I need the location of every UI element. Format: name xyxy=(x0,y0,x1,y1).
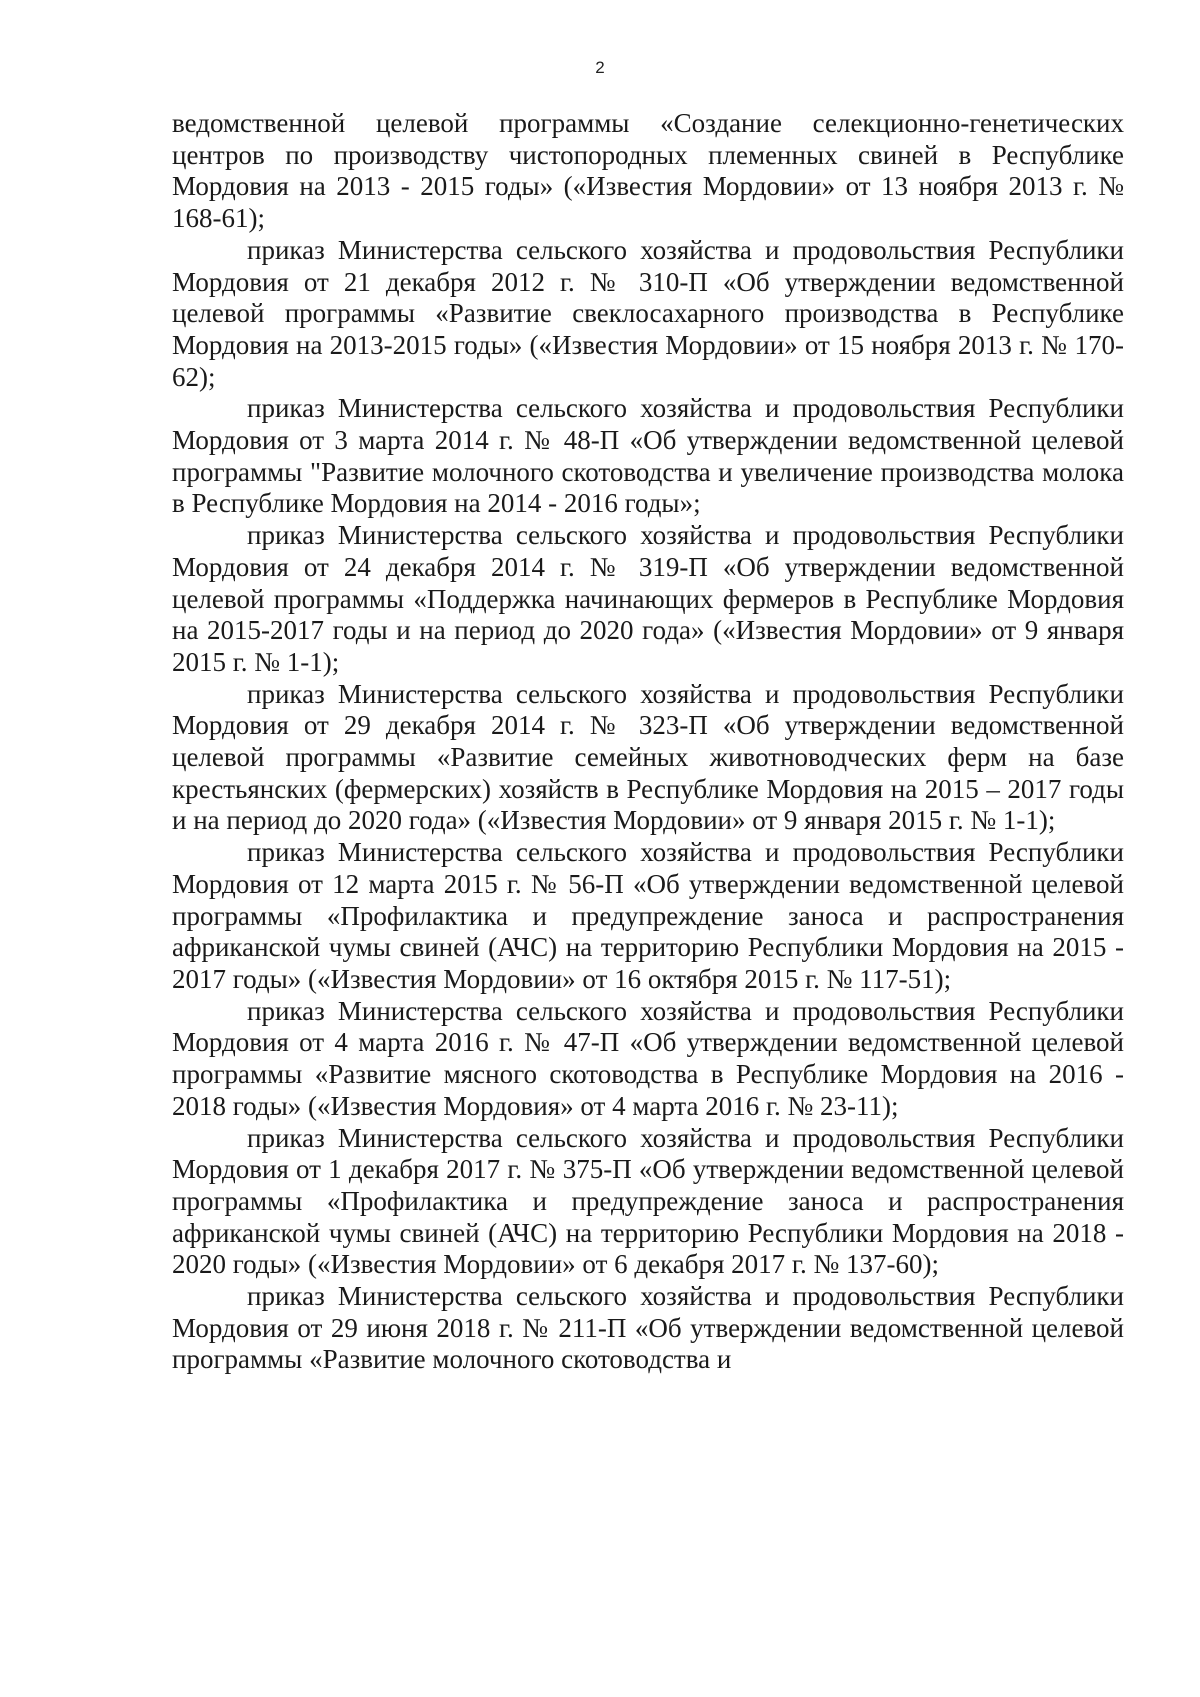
paragraph-order-375: приказ Министерства сельского хозяйства и продовольствия Республики Мордовия от 1 декабря 2017 г. № 375-П «Об утверждении ведомственной целевой программы «Профилактика и предупреждение заноса и распространения африканской чумы свиней (АЧС) на территорию Республики Мордовия на 2018 - 2020 годы» («Известия Мордовии» от 6 декабря 2017 г. № 137-60); xyxy=(172,1122,1124,1280)
paragraph-order-310: приказ Министерства сельского хозяйства и продовольствия Республики Мордовия от 21 декабря 2012 г. № 310-П «Об утверждении ведомственной целевой программы «Развитие свеклосахарного производства в Республике Мордовия на 2013-2015 годы» («Известия Мордовии» от 15 ноября 2013 г. № 170-62); xyxy=(172,234,1124,392)
page-number: 2 xyxy=(595,58,605,77)
paragraph-continuation: ведомственной целевой программы «Создание селекционно-генетических центров по производству чистопородных племенных свиней в Республике Мордовия на 2013 - 2015 годы» («Известия Мордовии» от 13 ноября 2013 г. № 168-61); xyxy=(172,108,1124,234)
paragraph-order-323: приказ Министерства сельского хозяйства и продовольствия Республики Мордовия от 29 декабря 2014 г. № 323-П «Об утверждении ведомственной целевой программы «Развитие семейных животноводческих ферм на базе крестьянских (фермерских) хозяйств в Республике Мордовия на 2015 – 2017 годы и на период до 2020 года» («Известия Мордовии» от 9 января 2015 г. № 1-1); xyxy=(172,678,1124,836)
paragraph-order-48: приказ Министерства сельского хозяйства и продовольствия Республики Мордовия от 3 марта 2014 г. № 48-П «Об утверждении ведомственной целевой программы "Развитие молочного скотоводства и увеличение производства молока в Республике Мордовия на 2014 - 2016 годы»; xyxy=(172,393,1124,519)
paragraph-order-319: приказ Министерства сельского хозяйства и продовольствия Республики Мордовия от 24 декабря 2014 г. № 319-П «Об утверждении ведомственной целевой программы «Поддержка начинающих фермеров в Республике Мордовия на 2015-2017 годы и на период до 2020 года» («Известия Мордовии» от 9 января 2015 г. № 1-1); xyxy=(172,520,1124,677)
document-body xyxy=(172,108,1124,1376)
paragraph-order-47: приказ Министерства сельского хозяйства и продовольствия Республики Мордовия от 4 марта 2016 г. № 47-П «Об утверждении ведомственной целевой программы «Развитие мясного скотоводства в Республике Мордовия на 2016 - 2018 годы» («Известия Мордовия» от 4 марта 2016 г. № 23-11); xyxy=(172,995,1124,1121)
paragraph-order-211: приказ Министерства сельского хозяйства и продовольствия Республики Мордовия от 29 июня 2018 г. № 211-П «Об утверждении ведомственной целевой программы «Развитие молочного скотоводства и xyxy=(172,1281,1124,1375)
paragraph-order-56: приказ Министерства сельского хозяйства и продовольствия Республики Мордовия от 12 марта 2015 г. № 56-П «Об утверждении ведомственной целевой программы «Профилактика и предупреждение заноса и распространения африканской чумы свиней (АЧС) на территорию Республики Мордовия на 2015 - 2017 годы» («Известия Мордовии» от 16 октября 2015 г. № 117-51); xyxy=(172,837,1124,994)
